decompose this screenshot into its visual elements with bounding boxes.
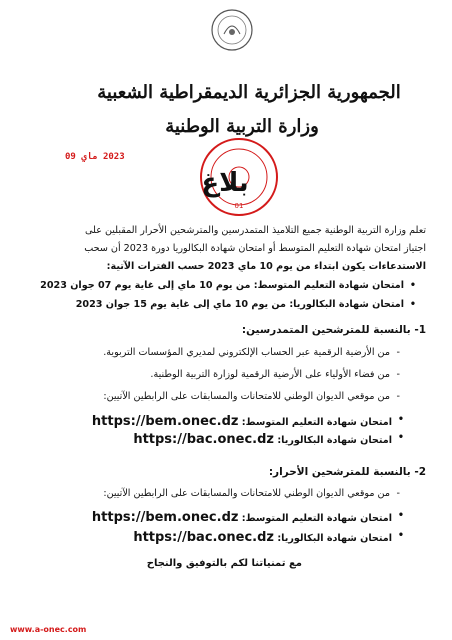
svg-text:01: 01 <box>234 202 244 210</box>
link-label: امتحان شهادة التعليم المتوسط: <box>241 417 392 428</box>
section1-link-row <box>133 432 392 447</box>
period-bem: • امتحان شهادة التعليم المتوسط: من يوم 10 ماي إلى غاية يوم 07 جوان 2023 <box>40 280 404 291</box>
bem-link[interactable]: https://bem.onec.dz <box>91 510 239 525</box>
closing-line: مع تمنياتنا لكم بالتوفيق والنجاح <box>146 558 302 569</box>
bac-link[interactable]: https://bac.onec.dz <box>133 432 274 447</box>
section1-item: - من فضاء الأولياء على الأرضية الرقمية لوزارة التربية الوطنية. <box>150 369 390 380</box>
national-emblem-icon <box>210 8 254 52</box>
intro-line-1: تعلم وزارة التربية الوطنية جميع التلاميذ المتمدرسين والمترشحين الأحرار المقبلين على <box>85 225 426 236</box>
bac-link[interactable]: https://bac.onec.dz <box>133 530 274 545</box>
section1-link-row <box>92 414 392 429</box>
link-label: امتحان شهادة التعليم المتوسط: <box>241 513 392 524</box>
link-label: امتحان شهادة البكالوريا: <box>277 533 392 544</box>
bem-link[interactable]: https://bem.onec.dz <box>91 414 239 429</box>
watermark-text: www.a-onec.com <box>10 625 87 634</box>
section2-link-row <box>133 530 392 545</box>
date-stamp: 2023 ماي 09 <box>65 152 125 162</box>
section1-item: - من موقعي الديوان الوطني للامتحانات والمسابقات على الرابطين الآتيين: <box>103 391 390 402</box>
republic-title: الجمهورية الجزائرية الديمقراطية الشعبية <box>97 82 401 103</box>
link-label: امتحان شهادة البكالوريا: <box>277 435 392 446</box>
period-bac: • امتحان شهادة البكالوريا: من يوم 10 ماي إلى غاية يوم 15 جوان 2023 <box>76 299 404 310</box>
section2-link-row <box>92 510 392 525</box>
section1-item: - من الأرضية الرقمية عبر الحساب الإلكتروني لمديري المؤسسات التربوية. <box>103 347 390 358</box>
section2-item: - من موقعي الديوان الوطني للامتحانات والمسابقات على الرابطين الآتيين: <box>103 488 390 499</box>
section1-heading: 1- بالنسبة للمترشحين المتمدرسين: <box>241 324 426 336</box>
announcement-heading: بلاغ <box>201 168 249 198</box>
section2-heading: 2- بالنسبة للمترشحين الأحرار: <box>268 466 426 478</box>
intro-line-3: الاستدعاءات يكون ابتداء من يوم 10 ماي 2023 حسب الفترات الآتية: <box>106 261 426 272</box>
intro-line-2: اجتياز امتحان شهادة التعليم المتوسط أو امتحان شهادة البكالوريا دورة 2023 أن سحب <box>84 243 426 254</box>
ministry-title: وزارة التربية الوطنية <box>165 116 319 137</box>
